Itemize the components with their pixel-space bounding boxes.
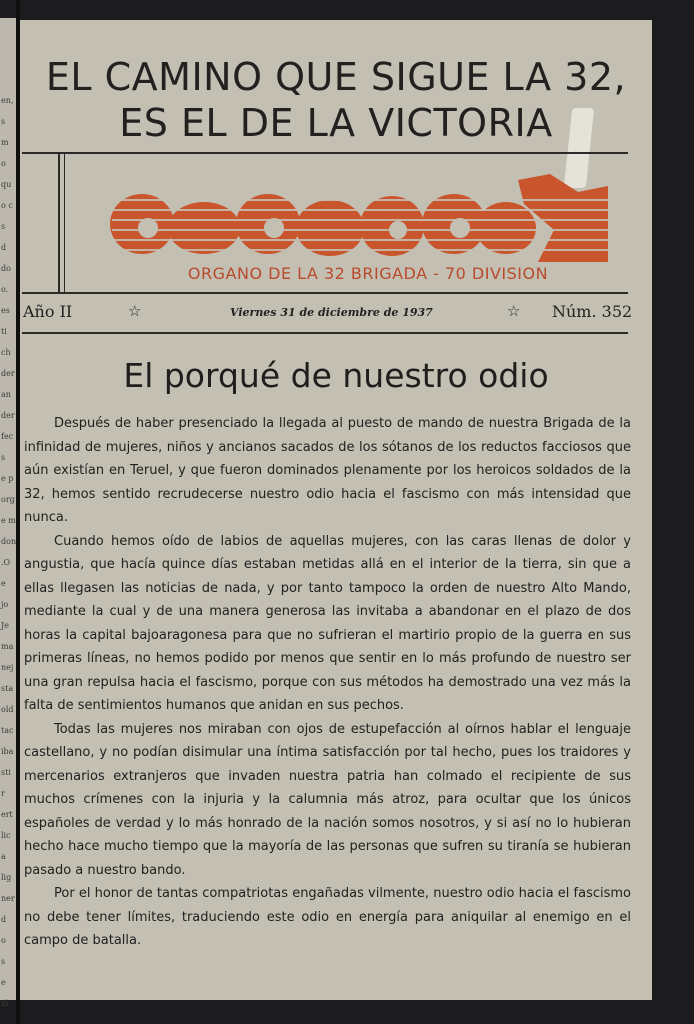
rule-top [22, 152, 628, 154]
avance-logo [108, 170, 614, 266]
previous-page-fragment: Je [1, 621, 9, 630]
previous-page-fragment: e m [1, 516, 16, 525]
previous-page-fragment: o c [1, 201, 13, 210]
issue-year: Año II [23, 302, 73, 321]
previous-page-fragment: s [1, 957, 6, 966]
article-paragraph: Después de haber presenciado la llegada al puesto de mando de nuestra Brigada de la infinidad de mujeres, niños y ancianos sacados de los sótanos de los reductos facciosos que aún existían en Teruel, y que fueron dominados plenamente por los heroicos soldados de la 32, hemos sentido recrudecerse nuestro odio hacia el fascismo con más intensidad que nunca. [24, 416, 631, 525]
previous-page-fragment: tac [1, 726, 14, 735]
previous-page-fragment: sti [1, 768, 11, 777]
star-icon: ☆ [128, 302, 142, 320]
previous-page-fragment: do [1, 264, 11, 273]
previous-page-fragment: an [1, 390, 11, 399]
previous-page-fragment: fec [1, 432, 14, 441]
previous-page-fragment: nej [1, 663, 14, 672]
article-paragraph: Todas las mujeres nos miraban con ojos de estupefacción al oírnos hablar el lenguaje castellano, y no podían disimular una íntima satisfacción por tal hecho, pues los traidores y mercenarios extranjeros que invaden nuestra patria han colmado el recipiente de sus muchos crímenes con la injuria y la calumnia más atroz, para ocultar que los únicos españoles de verdad y lo más honrado de la nación somos nosotros, y si así no lo hubieran hecho hace mucho tiempo que la mayoría de las personas que sufren su tiranía se hubieran pasado a nuestro bando. [24, 721, 631, 878]
previous-page-fragment: r [1, 789, 5, 798]
rule-under-issue [22, 332, 628, 334]
previous-page-fragment: e p [1, 474, 14, 483]
star-icon: ☆ [507, 302, 521, 320]
rule-under-masthead [22, 292, 628, 294]
previous-page-fragment: o. [1, 285, 9, 294]
previous-page-fragment: ma [1, 642, 14, 651]
previous-page-fragment: es [1, 306, 10, 315]
previous-page-fragment: ti [1, 327, 7, 336]
previous-page-fragment: o [1, 159, 6, 168]
slogan-line-2: ES EL DE LA VICTORIA [119, 101, 553, 145]
previous-page-fragment: e [1, 579, 6, 588]
previous-page-fragment: s [1, 453, 6, 462]
previous-page-fragment: o [1, 936, 6, 945]
previous-page-fragment: s [1, 222, 6, 231]
previous-page-fragment: sta [1, 684, 14, 693]
previous-page-fragment: iba [1, 747, 14, 756]
article-body [24, 412, 631, 953]
article-title: El porqué de nuestro odio [123, 356, 549, 395]
logo-text: avance [108, 170, 112, 171]
previous-page-fragment: .O [1, 558, 11, 567]
previous-page-fragment: lic [1, 831, 11, 840]
masthead-subtitle: ORGANO DE LA 32 BRIGADA - 70 DIVISION [187, 264, 549, 283]
newspaper-page [20, 20, 652, 1000]
previous-page-fragment: e [1, 978, 6, 987]
previous-page-fragment: qu [1, 180, 12, 189]
previous-page-fragment: don [1, 537, 17, 546]
previous-page-fragment: org [1, 495, 15, 504]
rule-masthead-left-2 [64, 154, 65, 294]
previous-page-fragment: a [1, 852, 6, 861]
previous-page-fragment: old [1, 705, 14, 714]
previous-page-edge [0, 18, 17, 1008]
previous-page-fragment: ert [1, 810, 13, 819]
slogan-line-1: EL CAMINO QUE SIGUE LA 32, [45, 55, 627, 99]
previous-page-fragment: ner [1, 894, 15, 903]
issue-date: Viernes 31 de diciembre de 1937 [230, 306, 433, 319]
front-slogan [20, 54, 652, 146]
article-paragraph: Cuando hemos oído de labios de aquellas mujeres, con las caras llenas de dolor y angustia, que hacía quince días estaban metidas allá en el interior de la tierra, sin que a ellas llegasen las noticias de nada, y por tanto tampoco la orden de nuestro Alto Mando, mediante la cual y de una manera generosa las invitaba a abandonar en el plazo de dos horas la capital bajoaragonesa para que no sufrieran el martirio propio de la guerra en sus primeras líneas, no hemos podido por menos que sentir en lo más profundo de nuestro ser una gran repulsa hacia el fascismo, porque con sus métodos ha demostrado una vez más la falta de sentimientos humanos que anidan en sus pechos. [24, 533, 631, 713]
previous-page-fragment: der [1, 411, 15, 420]
previous-page-fragment: en, [1, 96, 14, 105]
issue-number: Núm. 352 [552, 302, 633, 321]
article-paragraph: Por el honor de tantas compatriotas engañadas vilmente, nuestro odio hacia el fascismo no debe tener límites, traduciendo este odio en energía para aniquilar al enemigo en el campo de batalla. [24, 886, 631, 948]
previous-page-fragment: m [1, 138, 9, 147]
previous-page-fragment: der [1, 369, 15, 378]
previous-page-fragment: lig [1, 873, 12, 882]
rule-masthead-left-1 [58, 154, 60, 294]
previous-page-fragment: iñ [1, 999, 9, 1008]
previous-page-fragment: d [1, 915, 7, 924]
previous-page-fragment: ch [1, 348, 11, 357]
previous-page-fragment: jo [1, 600, 9, 609]
previous-page-fragment: s [1, 117, 6, 126]
previous-page-fragment: d [1, 243, 7, 252]
